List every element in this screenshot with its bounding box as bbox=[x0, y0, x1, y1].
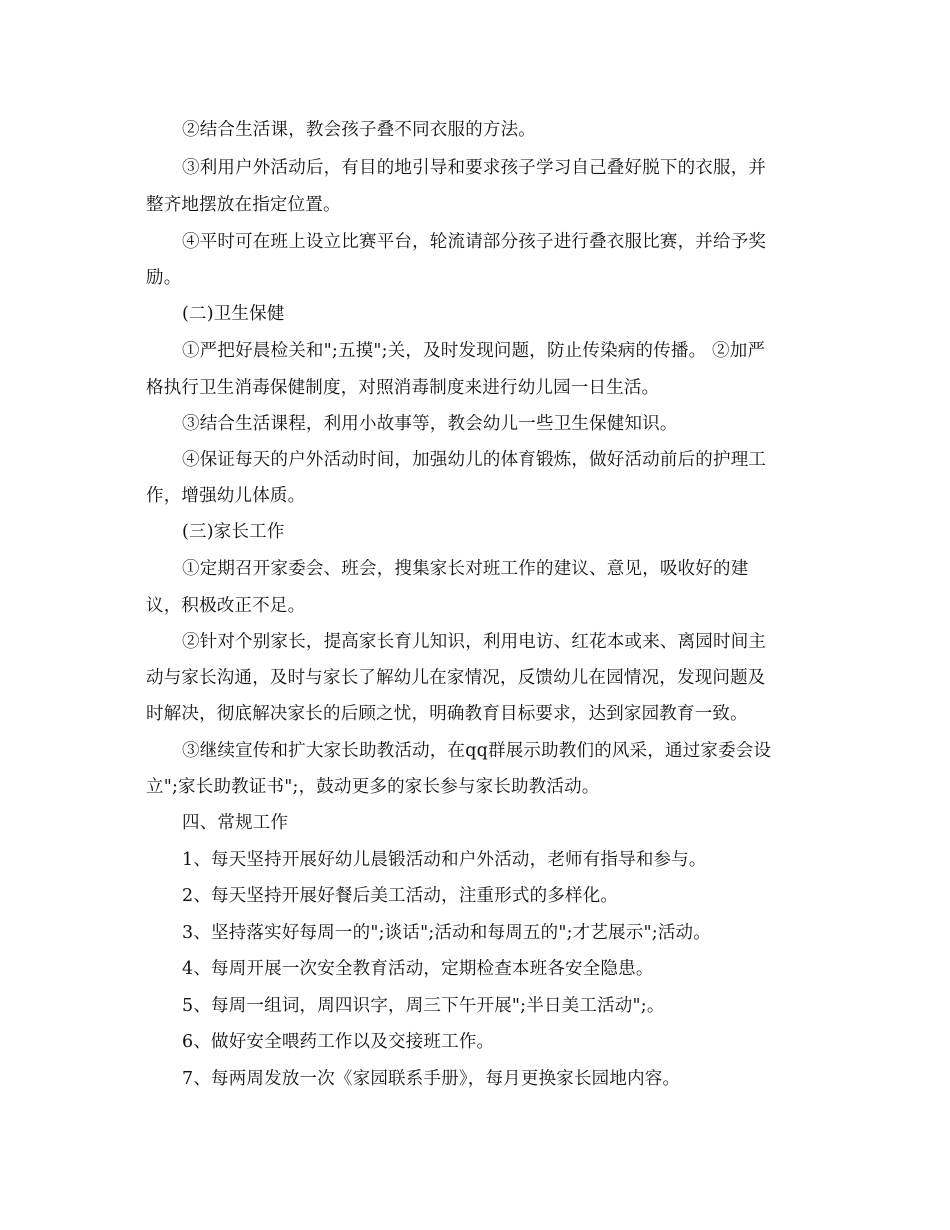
paragraph-line: ③继续宣传和扩大家长助教活动，在qq群展示助教们的风采，通过家委会设 bbox=[182, 741, 772, 761]
section-heading: 四、常规工作 bbox=[182, 813, 289, 833]
paragraph-line: 时解决，彻底解决家长的后顾之忧，明确教育目标要求，达到家园教育一致。 bbox=[146, 704, 748, 724]
paragraph-line: 励。 bbox=[146, 268, 182, 288]
paragraph-line: ③利用户外活动后，有目的地引导和要求孩子学习自己叠好脱下的衣服，并 bbox=[182, 158, 767, 178]
paragraph-line: ①定期召开家委会、班会，搜集家长对班工作的建议、意见，吸收好的建 bbox=[182, 559, 749, 579]
paragraph-line: ③结合生活课程，利用小故事等，教会幼儿一些卫生保健知识。 bbox=[182, 414, 678, 434]
list-item: 5、每周一组词，周四识字，周三下午开展";半日美工活动";。 bbox=[182, 996, 665, 1016]
paragraph-line: ①严把好晨检关和";五摸";关，及时发现问题，防止传染病的传播。 ②加严 bbox=[182, 341, 766, 361]
section-heading: (三)家长工作 bbox=[182, 522, 285, 542]
list-item: 4、每周开展一次安全教育活动，定期检查本班各安全隐患。 bbox=[182, 959, 654, 979]
paragraph-line: 作，增强幼儿体质。 bbox=[146, 486, 306, 506]
paragraph-line: ②结合生活课，教会孩子叠不同衣服的方法。 bbox=[182, 120, 536, 140]
paragraph-line: 议，积极改正不足。 bbox=[146, 596, 306, 616]
list-item: 3、坚持落实好每周一的";谈话";活动和每周五的";才艺展示";活动。 bbox=[182, 923, 711, 943]
paragraph-line: ④保证每天的户外活动时间，加强幼儿的体育锻炼，做好活动前后的护理工 bbox=[182, 450, 767, 470]
paragraph-line: 立";家长助教证书";，鼓动更多的家长参与家长助教活动。 bbox=[146, 777, 600, 797]
list-item: 1、每天坚持开展好幼儿晨锻活动和户外活动，老师有指导和参与。 bbox=[182, 850, 707, 870]
list-item: 2、每天坚持开展好餐后美工活动，注重形式的多样化。 bbox=[182, 886, 619, 906]
paragraph-line: 格执行卫生消毒保健制度，对照消毒制度来进行幼儿园一日生活。 bbox=[146, 378, 660, 398]
paragraph-line: ②针对个别家长，提高家长育儿知识，利用电访、红花本或来、离园时间主 bbox=[182, 632, 767, 652]
list-item: 6、做好安全喂药工作以及交接班工作。 bbox=[182, 1032, 495, 1052]
paragraph-line: 整齐地摆放在指定位置。 bbox=[146, 195, 341, 215]
paragraph-line: 动与家长沟通，及时与家长了解幼儿在家情况，反馈幼儿在园情况，发现问题及 bbox=[146, 668, 766, 688]
paragraph-line: ④平时可在班上设立比赛平台，轮流请部分孩子进行叠衣服比赛，并给予奖 bbox=[182, 232, 767, 252]
section-heading: (二)卫生保健 bbox=[182, 304, 285, 324]
list-item: 7、每两周发放一次《家园联系手册》，每月更换家长园地内容。 bbox=[182, 1069, 681, 1089]
